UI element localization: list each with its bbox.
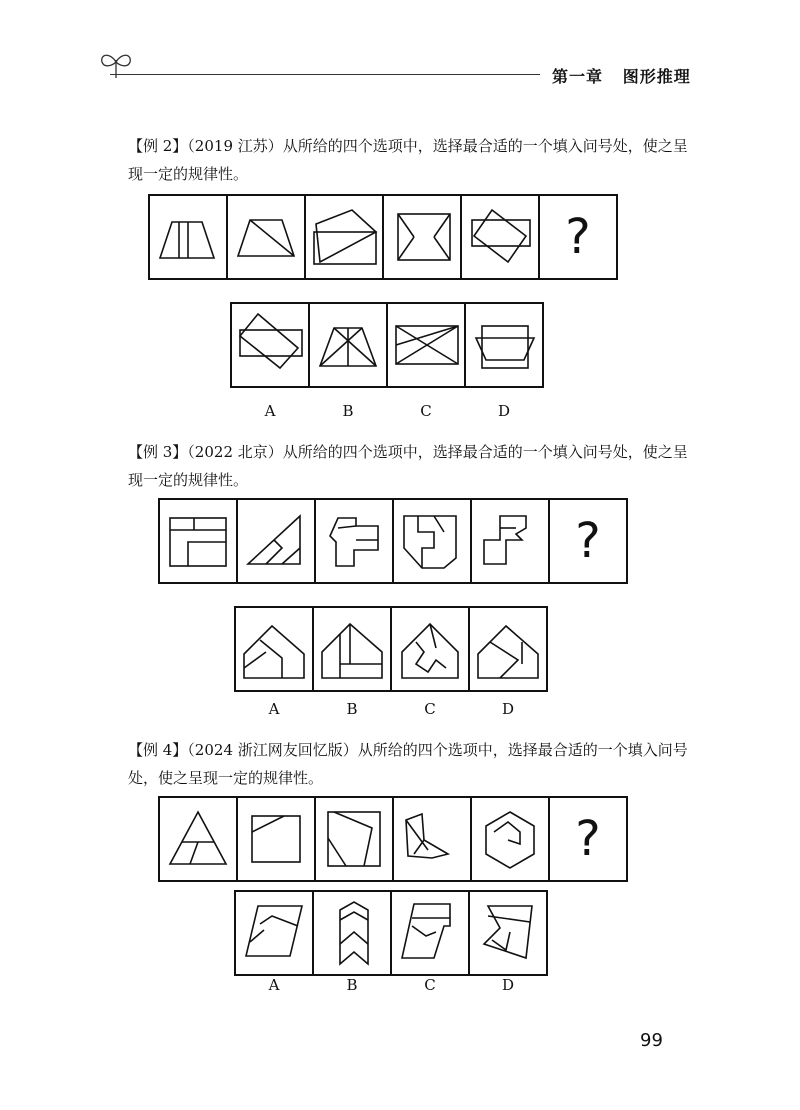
figure (470, 500, 548, 582)
option-figure[interactable] (390, 608, 468, 690)
example-2-text: 【例 2】（2019 江苏）从所给的四个选项中，选择最合适的一个填入问号处，使之呈现一定的规律性。 (128, 137, 688, 183)
figure (236, 798, 314, 880)
option-label-c: C (424, 700, 436, 718)
option-figure[interactable] (468, 608, 546, 690)
option-figure[interactable] (390, 892, 468, 974)
figure (382, 196, 460, 278)
option-label-a: A (268, 976, 280, 994)
figure (304, 196, 382, 278)
figure (226, 196, 304, 278)
figure (160, 798, 236, 880)
option-figure[interactable] (386, 304, 464, 386)
option-figure[interactable] (236, 608, 312, 690)
option-label-b: B (346, 700, 358, 718)
option-label-c: C (424, 976, 436, 994)
chapter-title: 第一章 图形推理 (552, 67, 691, 86)
example-4-text: 【例 4】（2024 浙江网友回忆版）从所给的四个选项中，选择最合适的一个填入问号处，使之呈现一定的规律性。 (128, 741, 688, 787)
question-cell (548, 798, 626, 880)
example-3-options-row (234, 606, 548, 692)
figure (392, 798, 470, 880)
sprout-icon (96, 50, 136, 80)
example-3-question-row (158, 498, 628, 584)
question-mark: ? (575, 811, 601, 867)
figure (314, 798, 392, 880)
example-3-text: 【例 3】（2022 北京）从所给的四个选项中，选择最合适的一个填入问号处，使之呈现一定的规律性。 (128, 443, 688, 489)
page-number: 99 (640, 1030, 663, 1051)
example-2-options-row (230, 302, 544, 388)
figure (160, 500, 236, 582)
option-figure[interactable] (464, 304, 542, 386)
question-cell (538, 196, 616, 278)
option-label-a: A (264, 402, 276, 420)
option-label-a: A (268, 700, 280, 718)
option-figure[interactable] (308, 304, 386, 386)
example-4-question-row (158, 796, 628, 882)
example-2-question-row (148, 194, 618, 280)
header-rule (110, 74, 540, 75)
option-label-c: C (420, 402, 432, 420)
question-mark: ? (565, 209, 591, 265)
option-figure[interactable] (232, 304, 308, 386)
question-cell (548, 500, 626, 582)
option-label-d: D (497, 402, 511, 420)
figure (314, 500, 392, 582)
option-label-b: B (342, 402, 354, 420)
option-figure[interactable] (312, 608, 390, 690)
figure (150, 196, 226, 278)
figure (470, 798, 548, 880)
figure (236, 500, 314, 582)
option-figure[interactable] (312, 892, 390, 974)
figure (392, 500, 470, 582)
example-4-options-row (234, 890, 548, 976)
figure (460, 196, 538, 278)
option-figure[interactable] (468, 892, 546, 974)
option-label-d: D (501, 976, 515, 994)
question-mark: ? (575, 513, 601, 569)
option-label-d: D (501, 700, 515, 718)
option-figure[interactable] (236, 892, 312, 974)
option-label-b: B (346, 976, 358, 994)
